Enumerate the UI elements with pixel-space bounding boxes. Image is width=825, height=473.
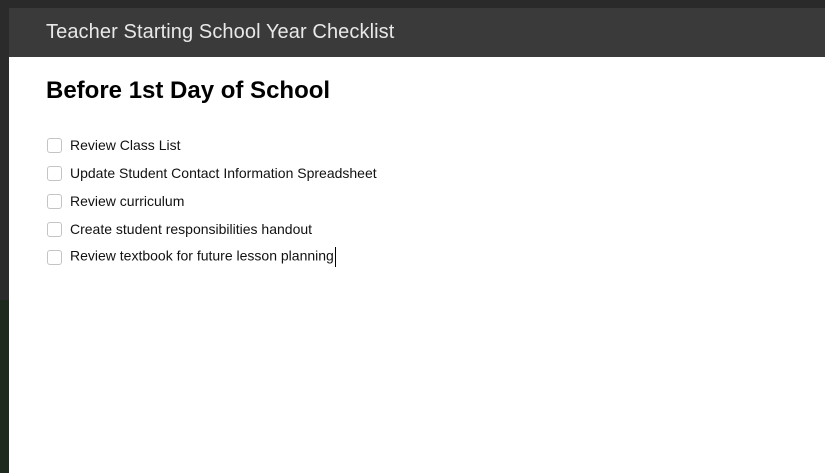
item-label[interactable]: Create student responsibilities handout [70, 221, 313, 237]
window-top-strip [0, 0, 825, 8]
checklist-content [9, 57, 825, 473]
item-label[interactable]: Review Class List [70, 137, 181, 153]
checklist [47, 131, 377, 271]
window-left-edge [0, 0, 9, 473]
checklist-item [47, 187, 377, 215]
item-label-editing[interactable] [70, 247, 336, 267]
checklist-item [47, 215, 377, 243]
section-heading[interactable]: Before 1st Day of School [46, 77, 331, 104]
checklist-title[interactable]: Teacher Starting School Year Checklist [46, 21, 395, 43]
checkbox-create-handout[interactable] [47, 222, 62, 237]
item-label[interactable]: Update Student Contact Information Spreadsheet [70, 165, 377, 181]
checklist-item [47, 159, 377, 187]
checkbox-review-curriculum[interactable] [47, 194, 62, 209]
checklist-item [47, 243, 377, 271]
checkbox-review-class-list[interactable] [47, 138, 62, 153]
item-label-text: Review textbook for future lesson planning [70, 247, 334, 264]
checkbox-review-textbook[interactable] [47, 250, 62, 265]
checklist-item [47, 131, 377, 159]
item-label[interactable]: Review curriculum [70, 193, 185, 209]
text-cursor [335, 247, 336, 267]
checkbox-update-contact-spreadsheet[interactable] [47, 166, 62, 181]
checklist-header [9, 8, 825, 57]
